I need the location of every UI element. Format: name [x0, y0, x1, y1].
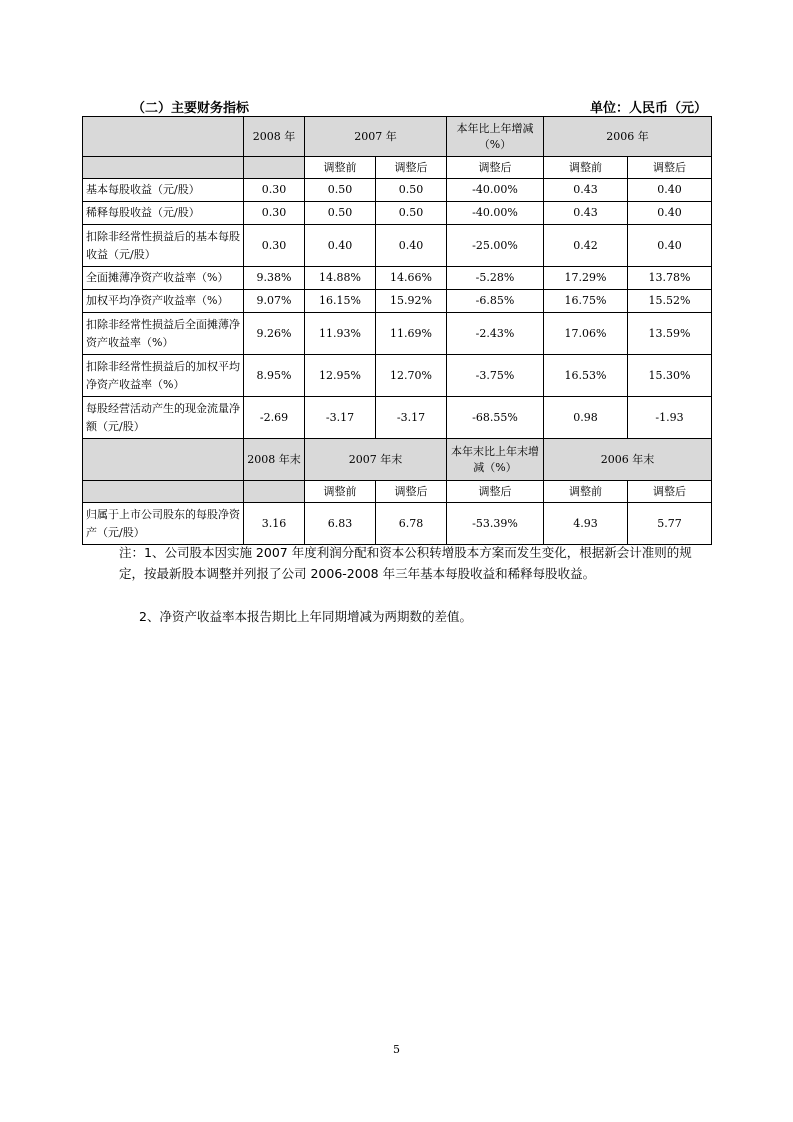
cell: 15.92%	[376, 290, 447, 313]
header-corner	[83, 439, 244, 481]
table-row	[83, 313, 712, 355]
cell: 4.93	[544, 503, 628, 545]
cell: 0.50	[376, 179, 447, 202]
cell: 14.88%	[305, 267, 376, 290]
table-row	[83, 267, 712, 290]
cell: 16.53%	[544, 355, 628, 397]
cell: 15.30%	[628, 355, 712, 397]
cell: 5.77	[628, 503, 712, 545]
col-2008: 2008 年	[244, 117, 305, 157]
sub-2007-after: 调整后	[376, 481, 447, 503]
cell: 13.78%	[628, 267, 712, 290]
table-row	[83, 290, 712, 313]
table-row	[83, 202, 712, 225]
cell: 11.93%	[305, 313, 376, 355]
header-corner	[83, 117, 244, 157]
col-2006: 2006 年	[544, 117, 712, 157]
cell: 0.43	[544, 179, 628, 202]
cell: -68.55%	[447, 397, 544, 439]
page-number: 5	[393, 1043, 400, 1056]
cell: 0.40	[628, 179, 712, 202]
cell: 0.42	[544, 225, 628, 267]
cell: -25.00%	[447, 225, 544, 267]
subheader-blank	[244, 157, 305, 179]
row-label: 基本每股收益（元/股）	[83, 179, 244, 202]
table-row	[83, 355, 712, 397]
cell: -40.00%	[447, 202, 544, 225]
row-label: 全面摊薄净资产收益率（%）	[83, 267, 244, 290]
section-title: （二）主要财务指标	[132, 101, 250, 116]
sub-2006-before: 调整前	[544, 157, 628, 179]
cell: 11.69%	[376, 313, 447, 355]
col-2007: 2007 年	[305, 117, 447, 157]
financial-indicators-table	[82, 116, 712, 545]
sub-2007-before: 调整前	[305, 157, 376, 179]
cell: 0.30	[244, 225, 305, 267]
col-2007-end: 2007 年末	[305, 439, 447, 481]
table-subheader-row	[83, 157, 712, 179]
table-row	[83, 503, 712, 545]
row-label: 每股经营活动产生的现金流量净额（元/股）	[83, 397, 244, 439]
table-row	[83, 225, 712, 267]
row-label: 归属于上市公司股东的每股净资产（元/股）	[83, 503, 244, 545]
cell: 9.26%	[244, 313, 305, 355]
table-header-row	[83, 117, 712, 157]
cell: 0.40	[628, 202, 712, 225]
table-subheader-row-2	[83, 481, 712, 503]
cell: 12.95%	[305, 355, 376, 397]
cell: 8.95%	[244, 355, 305, 397]
subheader-blank	[83, 481, 244, 503]
col-change-end: 本年末比上年末增减（%）	[447, 439, 544, 481]
subheader-blank	[83, 157, 244, 179]
cell: 17.29%	[544, 267, 628, 290]
cell: -3.17	[305, 397, 376, 439]
cell: 3.16	[244, 503, 305, 545]
cell: 0.43	[544, 202, 628, 225]
cell: 0.30	[244, 179, 305, 202]
cell: 13.59%	[628, 313, 712, 355]
cell: 16.15%	[305, 290, 376, 313]
cell: 16.75%	[544, 290, 628, 313]
sub-2006-before: 调整前	[544, 481, 628, 503]
row-label: 扣除非经常性损益后的加权平均净资产收益率（%）	[83, 355, 244, 397]
row-label: 稀释每股收益（元/股）	[83, 202, 244, 225]
cell: -6.85%	[447, 290, 544, 313]
cell: 0.50	[305, 179, 376, 202]
cell: 0.50	[305, 202, 376, 225]
sub-2007-after: 调整后	[376, 157, 447, 179]
sub-2006-after: 调整后	[628, 157, 712, 179]
subheader-blank	[244, 481, 305, 503]
sub-change-after: 调整后	[447, 157, 544, 179]
cell: 14.66%	[376, 267, 447, 290]
cell: -5.28%	[447, 267, 544, 290]
sub-change-after: 调整后	[447, 481, 544, 503]
cell: 0.98	[544, 397, 628, 439]
cell: 0.40	[305, 225, 376, 267]
note-2: 2、净资产收益率本报告期比上年同期增减为两期数的差值。	[139, 609, 472, 624]
cell: 6.78	[376, 503, 447, 545]
row-label: 加权平均净资产收益率（%）	[83, 290, 244, 313]
table-header-row-2	[83, 439, 712, 481]
cell: 12.70%	[376, 355, 447, 397]
table-row	[83, 179, 712, 202]
sub-2007-before: 调整前	[305, 481, 376, 503]
cell: -3.17	[376, 397, 447, 439]
cell: -3.75%	[447, 355, 544, 397]
cell: -1.93	[628, 397, 712, 439]
row-label: 扣除非经常性损益后全面摊薄净资产收益率（%）	[83, 313, 244, 355]
cell: 17.06%	[544, 313, 628, 355]
col-change: 本年比上年增减（%）	[447, 117, 544, 157]
cell: 15.52%	[628, 290, 712, 313]
table-row	[83, 397, 712, 439]
cell: -53.39%	[447, 503, 544, 545]
cell: -2.43%	[447, 313, 544, 355]
sub-2006-after: 调整后	[628, 481, 712, 503]
cell: -40.00%	[447, 179, 544, 202]
cell: 9.38%	[244, 267, 305, 290]
cell: -2.69	[244, 397, 305, 439]
cell: 0.30	[244, 202, 305, 225]
cell: 6.83	[305, 503, 376, 545]
col-2008-end: 2008 年末	[244, 439, 305, 481]
cell: 9.07%	[244, 290, 305, 313]
cell: 0.40	[628, 225, 712, 267]
cell: 0.40	[376, 225, 447, 267]
note-1: 注：1、公司股本因实施 2007 年度利润分配和资本公积转增股本方案而发生变化，根据新会计准则的规定，按最新股本调整并列报了公司 2006-2008 年三年基本每股收益和稀释每股收益。	[119, 545, 692, 581]
cell: 0.50	[376, 202, 447, 225]
unit-label: 单位：人民币（元）	[589, 101, 707, 116]
col-2006-end: 2006 年末	[544, 439, 712, 481]
row-label: 扣除非经常性损益后的基本每股收益（元/股）	[83, 225, 244, 267]
